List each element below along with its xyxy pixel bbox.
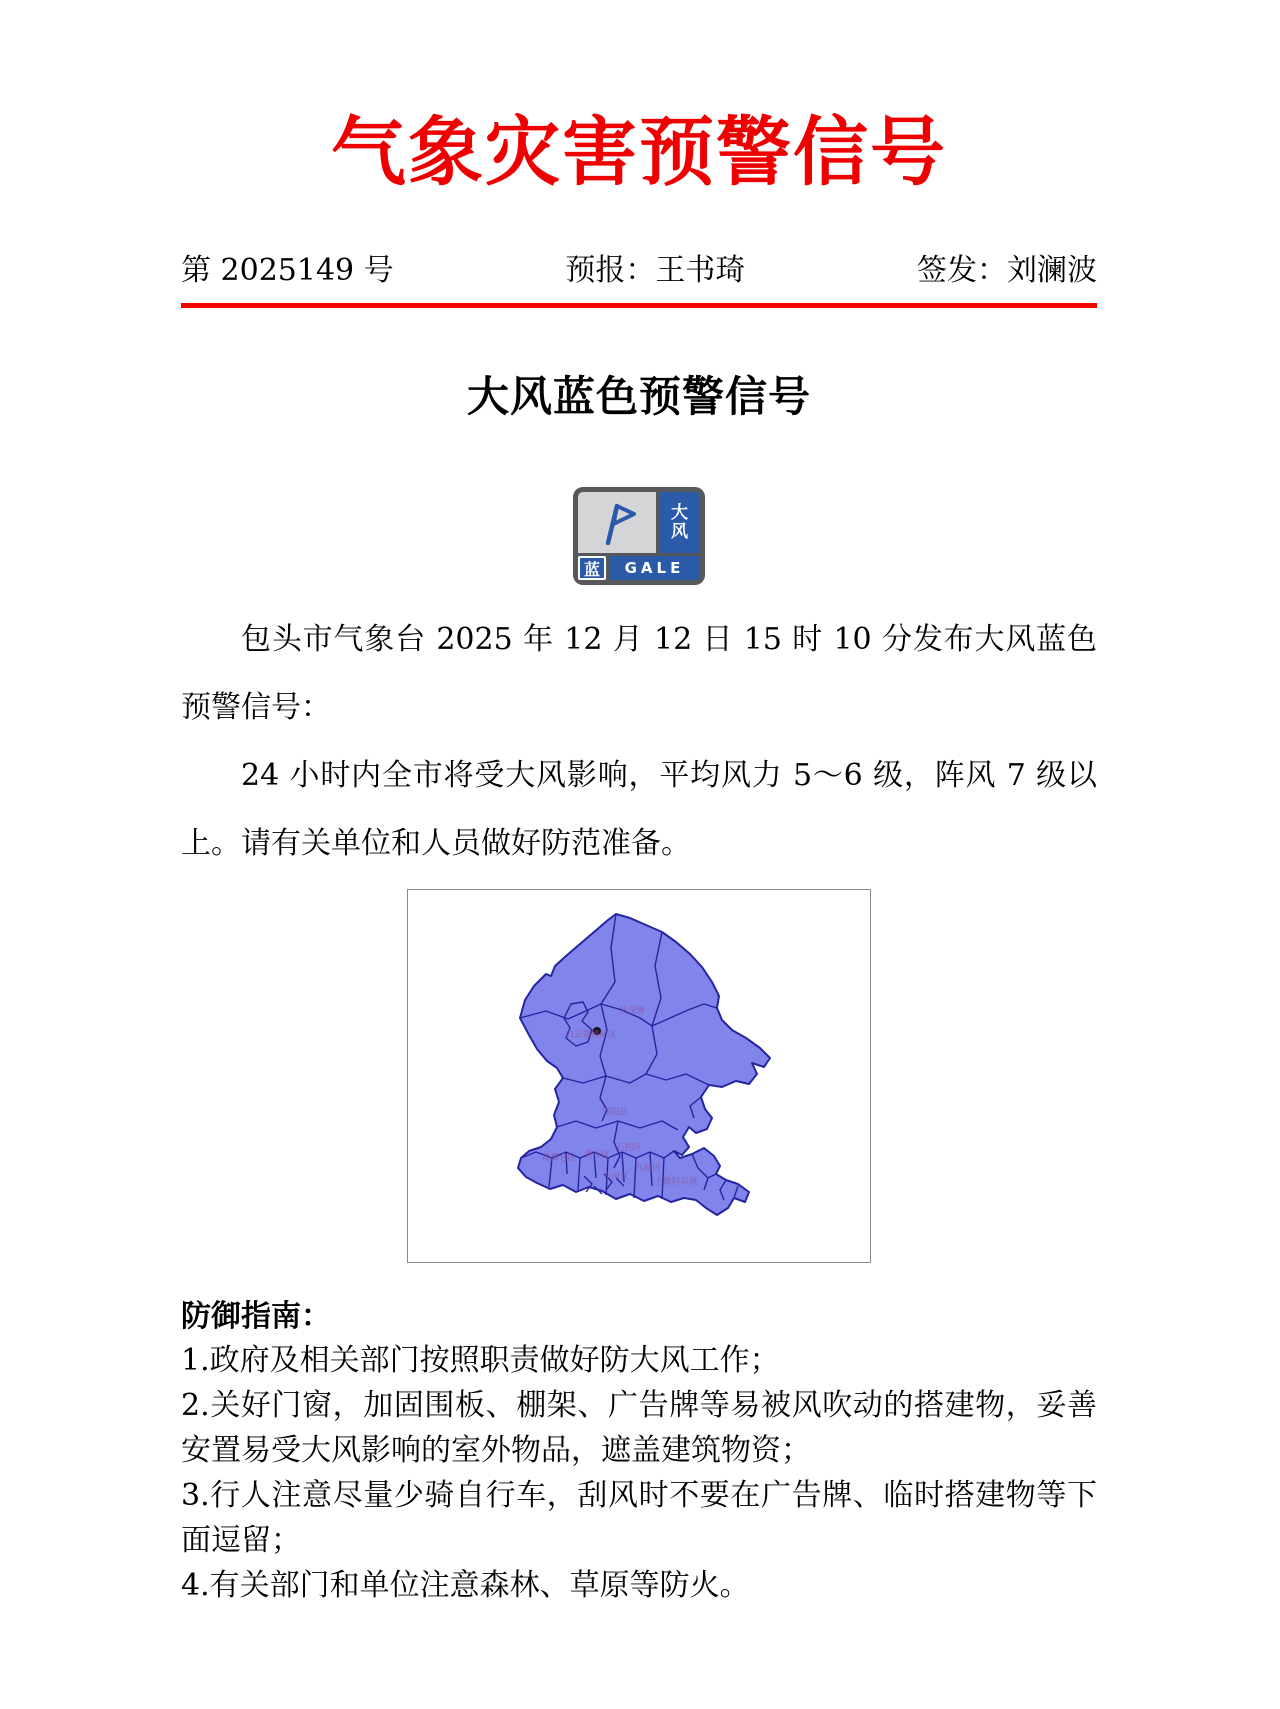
map-label-jiuyuan: 九原区 bbox=[635, 1163, 661, 1173]
warning-area-map bbox=[407, 889, 871, 1263]
map-label-guyang: 固阳县 bbox=[602, 1107, 628, 1117]
map-label-shiguai: 石拐区 bbox=[616, 1143, 642, 1153]
wind-flag-icon bbox=[588, 498, 646, 548]
warning-type-panel bbox=[659, 492, 700, 553]
warning-heading: 大风蓝色预警信号 bbox=[466, 372, 811, 421]
map-label-damaoqi: 达茂旗 bbox=[619, 1006, 645, 1016]
forecaster-name: 预报：王书琦 bbox=[565, 253, 746, 288]
red-divider-line bbox=[181, 303, 1097, 308]
warning-level-label: 蓝 bbox=[578, 556, 606, 580]
map-label-kundulun: 昆都仑区 bbox=[541, 1153, 577, 1163]
guideline-item-4: 4.有关部门和单位注意森林、草原等防火。 bbox=[181, 1568, 750, 1603]
icon-bottom-row bbox=[578, 556, 700, 580]
map-label-qingshan: 青山区 bbox=[584, 1150, 610, 1160]
guideline-item-1: 1.政府及相关部门按照职责做好防大风工作； bbox=[181, 1343, 780, 1378]
flag-panel bbox=[578, 492, 656, 553]
document-title: 气象灾害预警信号 bbox=[330, 108, 947, 196]
warning-type-label: 大风 bbox=[670, 502, 688, 542]
guideline-item-2: 2.关好门窗，加固围板、棚架、广告牌等易被风吹动的搭建物，妥善安置易受大风影响的室外物品，遮盖建筑物资； bbox=[181, 1388, 1097, 1468]
warning-level-label-en: GALE bbox=[609, 556, 700, 580]
map-label-donghe: 东河区 bbox=[603, 1172, 629, 1182]
document-number: 第 2025149 号 bbox=[181, 253, 394, 288]
map-label-tumoteyou: 土默特右旗 bbox=[654, 1177, 698, 1187]
map-label-baiyunebo: 白云鄂博矿区 bbox=[565, 1030, 617, 1040]
issue-statement: 包头市气象台 2025 年 12 月 12 日 15 时 10 分发布大风蓝色预警信号： bbox=[181, 622, 1097, 725]
guidelines-title: 防御指南： bbox=[181, 1299, 331, 1334]
signer-name: 签发：刘澜波 bbox=[917, 253, 1097, 288]
guideline-item-3: 3.行人注意尽量少骑自行车，刮风时不要在广告牌、临时搭建物等下面逗留； bbox=[181, 1478, 1097, 1558]
baotou-region-map bbox=[408, 890, 868, 1260]
gale-blue-warning-icon bbox=[573, 487, 705, 585]
document-meta-row bbox=[181, 253, 1097, 289]
warning-content: 24 小时内全市将受大风影响，平均风力 5～6 级，阵风 7 级以上。请有关单位和人员做好防范准备。 bbox=[181, 758, 1097, 861]
